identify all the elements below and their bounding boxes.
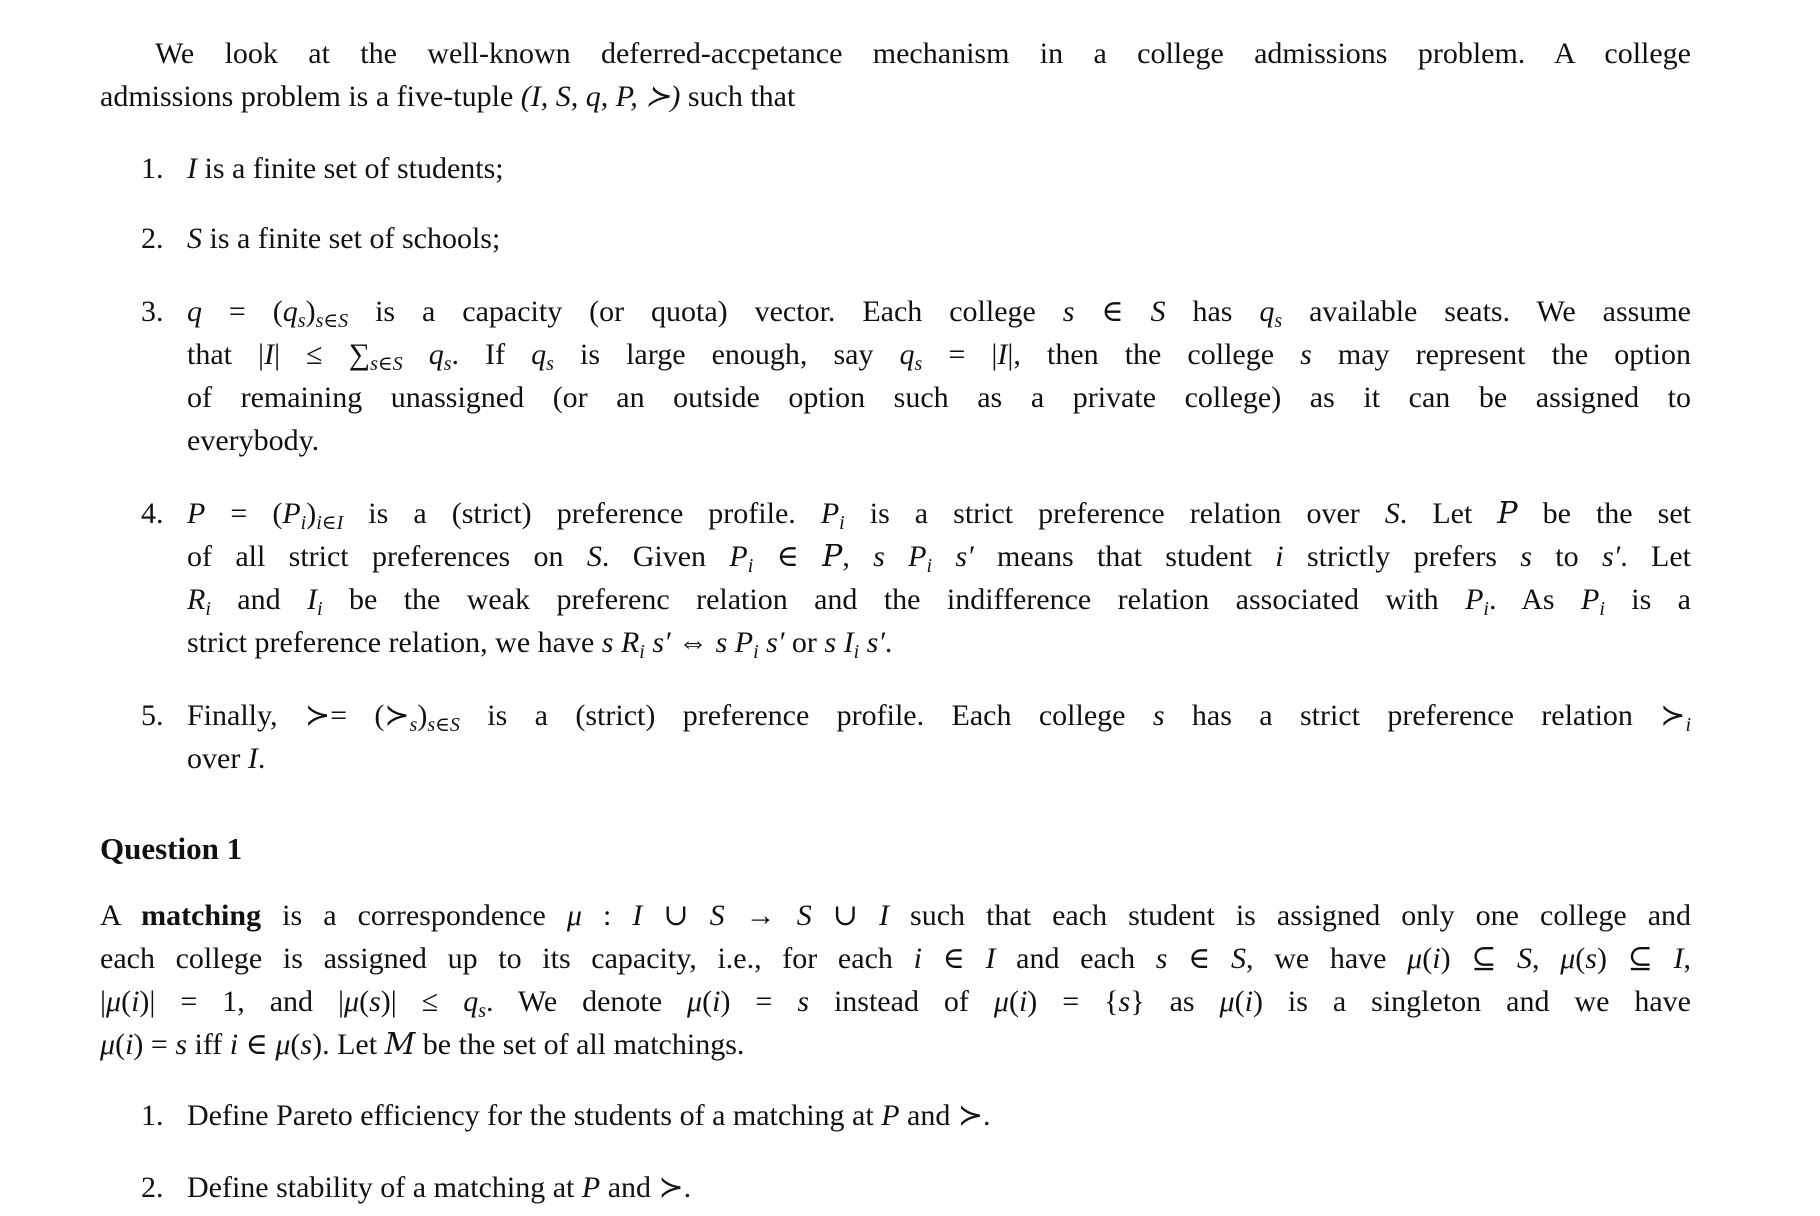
text-line	[187, 217, 1691, 260]
text-run: ∈	[1074, 295, 1151, 328]
text-run: |, then the college	[1007, 338, 1301, 371]
text-run: available seats. We assume	[1282, 295, 1691, 328]
text-run: has a strict preference relation ≻	[1164, 699, 1686, 732]
text-run: ). Let	[312, 1028, 385, 1061]
math-run: q	[1259, 295, 1275, 328]
text-run: may represent the option	[1311, 338, 1691, 371]
math-run: I	[985, 942, 996, 975]
text-run: (	[1234, 985, 1245, 1018]
math-run: s	[1152, 699, 1165, 732]
text-run: to	[1531, 540, 1602, 573]
text-run: ⇔	[670, 626, 716, 659]
math-run: μ	[106, 985, 122, 1018]
text-run: (	[1422, 942, 1433, 975]
text-run: and ≻.	[600, 1171, 692, 1204]
text-run: , we have	[1246, 942, 1408, 975]
text-run: admissions problem is a five-tuple	[100, 80, 521, 113]
math-run: P	[729, 540, 748, 573]
text-run: ∪	[642, 899, 710, 932]
text-run: such that	[680, 80, 796, 113]
math-subscript: i	[926, 555, 933, 577]
math-subscript: i	[747, 555, 754, 577]
math-subscript: s∈S	[370, 353, 403, 375]
math-run: s	[1062, 295, 1075, 328]
question-item-1	[141, 1094, 1691, 1137]
math-subscript: i	[300, 512, 307, 534]
math-subscript: s	[1274, 310, 1283, 332]
text-run: ∈	[238, 1028, 276, 1061]
text-run: |	[100, 985, 107, 1018]
text-run: is a	[1604, 583, 1691, 616]
math-run: μ	[1560, 942, 1576, 975]
math-run: s	[1585, 942, 1597, 975]
text-run: be the set of all matchings.	[415, 1028, 745, 1061]
math-run: P	[282, 497, 301, 530]
text-run: )| = 1, and |	[139, 985, 345, 1018]
text-line	[187, 147, 1691, 190]
text-run: Define Pareto efficiency for the students of a matching at	[187, 1099, 882, 1132]
math-run: S	[586, 540, 602, 573]
text-run: (	[1575, 942, 1586, 975]
text-run: )| ≤	[380, 985, 464, 1018]
text-line	[187, 419, 1691, 462]
text-run: is a correspondence	[261, 899, 567, 932]
math-run: P	[1580, 583, 1600, 616]
math-run: P	[1465, 583, 1484, 616]
math-run: P	[187, 497, 206, 530]
text-run: iff	[187, 1028, 230, 1061]
math-run: S	[1384, 497, 1400, 530]
item-number: 1.	[141, 1099, 164, 1132]
text-run: is a strict preference relation over	[844, 497, 1385, 530]
text-run: is a capacity (or quota) vector. Each college	[348, 295, 1063, 328]
text-run: ∈	[753, 540, 823, 573]
text-run: and ≻.	[899, 1099, 991, 1132]
math-run: s	[1520, 540, 1532, 573]
text-line	[100, 937, 1691, 980]
text-run: ) is a singleton and we have	[1252, 985, 1691, 1018]
math-run: i	[125, 1028, 134, 1061]
math-run: s	[797, 985, 809, 1018]
math-run: i	[229, 1028, 239, 1061]
math-run: s′	[1601, 540, 1621, 573]
math-run: q	[187, 295, 202, 328]
math-run: i	[913, 942, 922, 975]
text-run: ) ⊆	[1440, 942, 1518, 975]
math-run: i	[712, 985, 721, 1018]
item-number: 5.	[141, 699, 164, 732]
text-run: and	[210, 583, 308, 616]
math-subscript: i	[317, 598, 323, 620]
definition-item-1	[141, 147, 1691, 190]
math-run: P	[581, 1171, 601, 1204]
math-run: s′	[644, 626, 671, 659]
text-run: of remaining unassigned (or an outside option such as a private college) as it can be assigned to	[187, 381, 1691, 414]
text-line	[187, 621, 1691, 664]
definition-item-4	[141, 492, 1691, 664]
math-run: s	[369, 985, 381, 1018]
text-run: ) = {	[1027, 985, 1119, 1018]
math-run: s	[1300, 338, 1312, 371]
text-run: ∈	[1167, 942, 1232, 975]
math-subscript: s	[409, 714, 418, 736]
definition-item-5	[141, 694, 1691, 780]
text-run: ) =	[133, 1028, 176, 1061]
item-number: 1.	[141, 152, 164, 185]
math-subscript: s	[546, 353, 554, 375]
math-run: s P	[715, 626, 754, 659]
text-run	[403, 338, 429, 371]
text-run: ∪	[811, 899, 879, 932]
math-run: q	[899, 338, 915, 371]
text-run: .	[257, 742, 266, 775]
math-run: q	[463, 985, 479, 1018]
text-line	[100, 32, 1691, 75]
math-run: s	[1155, 942, 1168, 975]
math-run: P	[881, 1099, 900, 1132]
math-run: s′	[859, 626, 885, 659]
text-run: is a (strict) preference profile. Each college	[459, 699, 1153, 732]
math-calligraphic: P	[822, 539, 843, 574]
math-run: μ	[687, 985, 703, 1018]
text-run: | ≤ ∑	[274, 338, 371, 371]
text-run: instead of	[809, 985, 994, 1018]
math-run: I	[187, 152, 197, 185]
text-run: ) =	[720, 985, 798, 1018]
math-run: I	[1673, 942, 1684, 975]
math-run: I	[247, 742, 258, 775]
text-run: means that student	[973, 540, 1276, 573]
text-run: has	[1165, 295, 1260, 328]
math-run: I	[997, 338, 1008, 371]
text-run: Define stability of a matching at	[187, 1171, 582, 1204]
math-subscript: s	[443, 353, 452, 375]
text-run: be the set	[1517, 497, 1691, 530]
math-subscript: i	[1685, 714, 1691, 736]
math-run: I	[264, 338, 275, 371]
intro-paragraph	[100, 32, 1691, 118]
text-run: ,	[1683, 942, 1691, 975]
text-run: (	[359, 985, 370, 1018]
definition-item-3	[141, 290, 1691, 462]
math-run: μ	[275, 1028, 291, 1061]
text-line	[187, 578, 1691, 621]
text-run: everybody.	[187, 424, 320, 457]
math-subscript: i	[1483, 598, 1489, 620]
text-run: (	[121, 985, 132, 1018]
math-run: S	[1150, 295, 1166, 328]
math-run: P	[820, 497, 840, 530]
text-run: } as	[1130, 985, 1220, 1018]
text-run: )	[417, 699, 428, 732]
question-paragraph	[100, 894, 1691, 1066]
text-line	[187, 492, 1691, 535]
math-run: s	[300, 1028, 313, 1061]
math-run: q	[428, 338, 444, 371]
text-run: = |	[922, 338, 998, 371]
text-run: strictly prefers	[1283, 540, 1521, 573]
text-line	[187, 1094, 1691, 1137]
definition-item-2	[141, 217, 1691, 260]
math-subscript: i	[205, 598, 211, 620]
item-number: 4.	[141, 497, 164, 530]
text-line	[187, 737, 1691, 780]
text-run: that |	[187, 338, 265, 371]
math-run: s′	[932, 540, 974, 573]
math-run: μ	[1407, 942, 1423, 975]
math-run: i	[1432, 942, 1441, 975]
text-run: . Given	[601, 540, 730, 573]
text-run: .	[884, 626, 893, 659]
question-item-2	[141, 1166, 1691, 1209]
text-run: (	[290, 1028, 301, 1061]
text-run: of all strict preferences on	[187, 540, 587, 573]
text-line	[100, 894, 1691, 937]
text-run: ,	[1532, 942, 1561, 975]
item-number: 2.	[141, 222, 164, 255]
text-run: (	[1008, 985, 1019, 1018]
math-run: i	[1018, 985, 1028, 1018]
math-run: S	[796, 899, 812, 932]
item-number: 2.	[141, 1171, 164, 1204]
math-subscript: i	[639, 641, 645, 663]
math-run: s R	[601, 626, 640, 659]
math-run: s P	[873, 540, 927, 573]
text-run: →	[724, 899, 797, 932]
text-run: is large enough, say	[553, 338, 900, 371]
math-calligraphic: P	[1497, 496, 1518, 531]
text-run: A	[100, 899, 142, 932]
text-run: ) ⊆	[1596, 942, 1674, 975]
math-subscript: i	[1599, 598, 1605, 620]
math-run: i	[131, 985, 140, 1018]
text-run: be the weak preferenc relation and the indifference relation associated with	[322, 583, 1466, 616]
math-run: q	[282, 295, 298, 328]
question-heading: Question 1	[100, 831, 243, 866]
text-run: )	[305, 295, 316, 328]
math-run: μ	[344, 985, 360, 1018]
math-run: S	[187, 222, 202, 255]
text-line	[187, 333, 1691, 376]
text-run: (	[115, 1028, 126, 1061]
text-run: such that each student is assigned only one college and	[888, 899, 1691, 932]
text-line	[100, 75, 1691, 118]
math-run: (I, S, q, P, ≻)	[520, 80, 681, 113]
text-run: . Let	[1620, 540, 1691, 573]
text-run: and each	[995, 942, 1156, 975]
math-run: s′	[758, 626, 785, 659]
text-run: each college is assigned up to its capacity, i.e., for each	[100, 942, 914, 975]
text-line	[187, 376, 1691, 419]
math-run: s	[175, 1028, 188, 1061]
math-run: q	[531, 338, 547, 371]
math-subscript: i	[853, 641, 860, 663]
text-run: )	[306, 497, 317, 530]
bold-term: matching	[141, 899, 262, 932]
text-run: = (	[205, 497, 283, 530]
math-subscript: s∈S	[427, 714, 460, 736]
text-line	[187, 290, 1691, 333]
text-run: Finally, ≻= (≻	[187, 699, 410, 732]
math-run: S	[1231, 942, 1247, 975]
math-run: μ	[1219, 985, 1235, 1018]
math-subscript: s	[914, 353, 923, 375]
text-line	[100, 980, 1691, 1023]
math-subscript: s	[478, 1000, 486, 1022]
text-run: . Let	[1399, 497, 1498, 530]
math-run: μ	[993, 985, 1009, 1018]
text-run: . If	[451, 338, 532, 371]
math-run: μ	[100, 1028, 116, 1061]
text-run: . As	[1488, 583, 1581, 616]
math-run: S	[709, 899, 725, 932]
math-run: I	[632, 899, 643, 932]
math-run: s	[1118, 985, 1131, 1018]
math-run: I	[878, 899, 889, 932]
math-subscript: i	[839, 512, 845, 534]
text-run: ∈	[921, 942, 986, 975]
text-run: We look at the well-known deferred-accpetance mechanism in a college admissions problem. A college	[155, 37, 1691, 70]
text-line	[187, 1166, 1691, 1209]
math-run: R	[187, 583, 206, 616]
text-run: (	[702, 985, 713, 1018]
text-run: or	[784, 626, 825, 659]
text-run: = (	[202, 295, 283, 328]
text-run: is a finite set of schools;	[202, 222, 501, 255]
math-run: S	[1517, 942, 1533, 975]
text-line	[187, 535, 1691, 578]
text-run: is a finite set of students;	[197, 152, 504, 185]
math-run: i	[1244, 985, 1253, 1018]
math-run: μ	[566, 899, 582, 932]
text-run: ,	[842, 540, 874, 573]
math-run: i	[1275, 540, 1284, 573]
math-subscript: i	[753, 641, 759, 663]
item-number: 3.	[141, 295, 164, 328]
math-subscript: i∈I	[316, 512, 344, 534]
text-line	[187, 694, 1691, 737]
text-run: is a (strict) preference profile.	[343, 497, 821, 530]
math-subscript: s	[297, 310, 306, 332]
math-run: I	[307, 583, 318, 616]
text-run: strict preference relation, we have	[187, 626, 602, 659]
text-run: over	[187, 742, 248, 775]
math-calligraphic: M	[384, 1027, 416, 1062]
text-line	[100, 1023, 1691, 1066]
text-run: :	[581, 899, 633, 932]
math-run: s I	[824, 626, 854, 659]
math-subscript: s∈S	[315, 310, 349, 332]
text-run: . We denote	[485, 985, 688, 1018]
